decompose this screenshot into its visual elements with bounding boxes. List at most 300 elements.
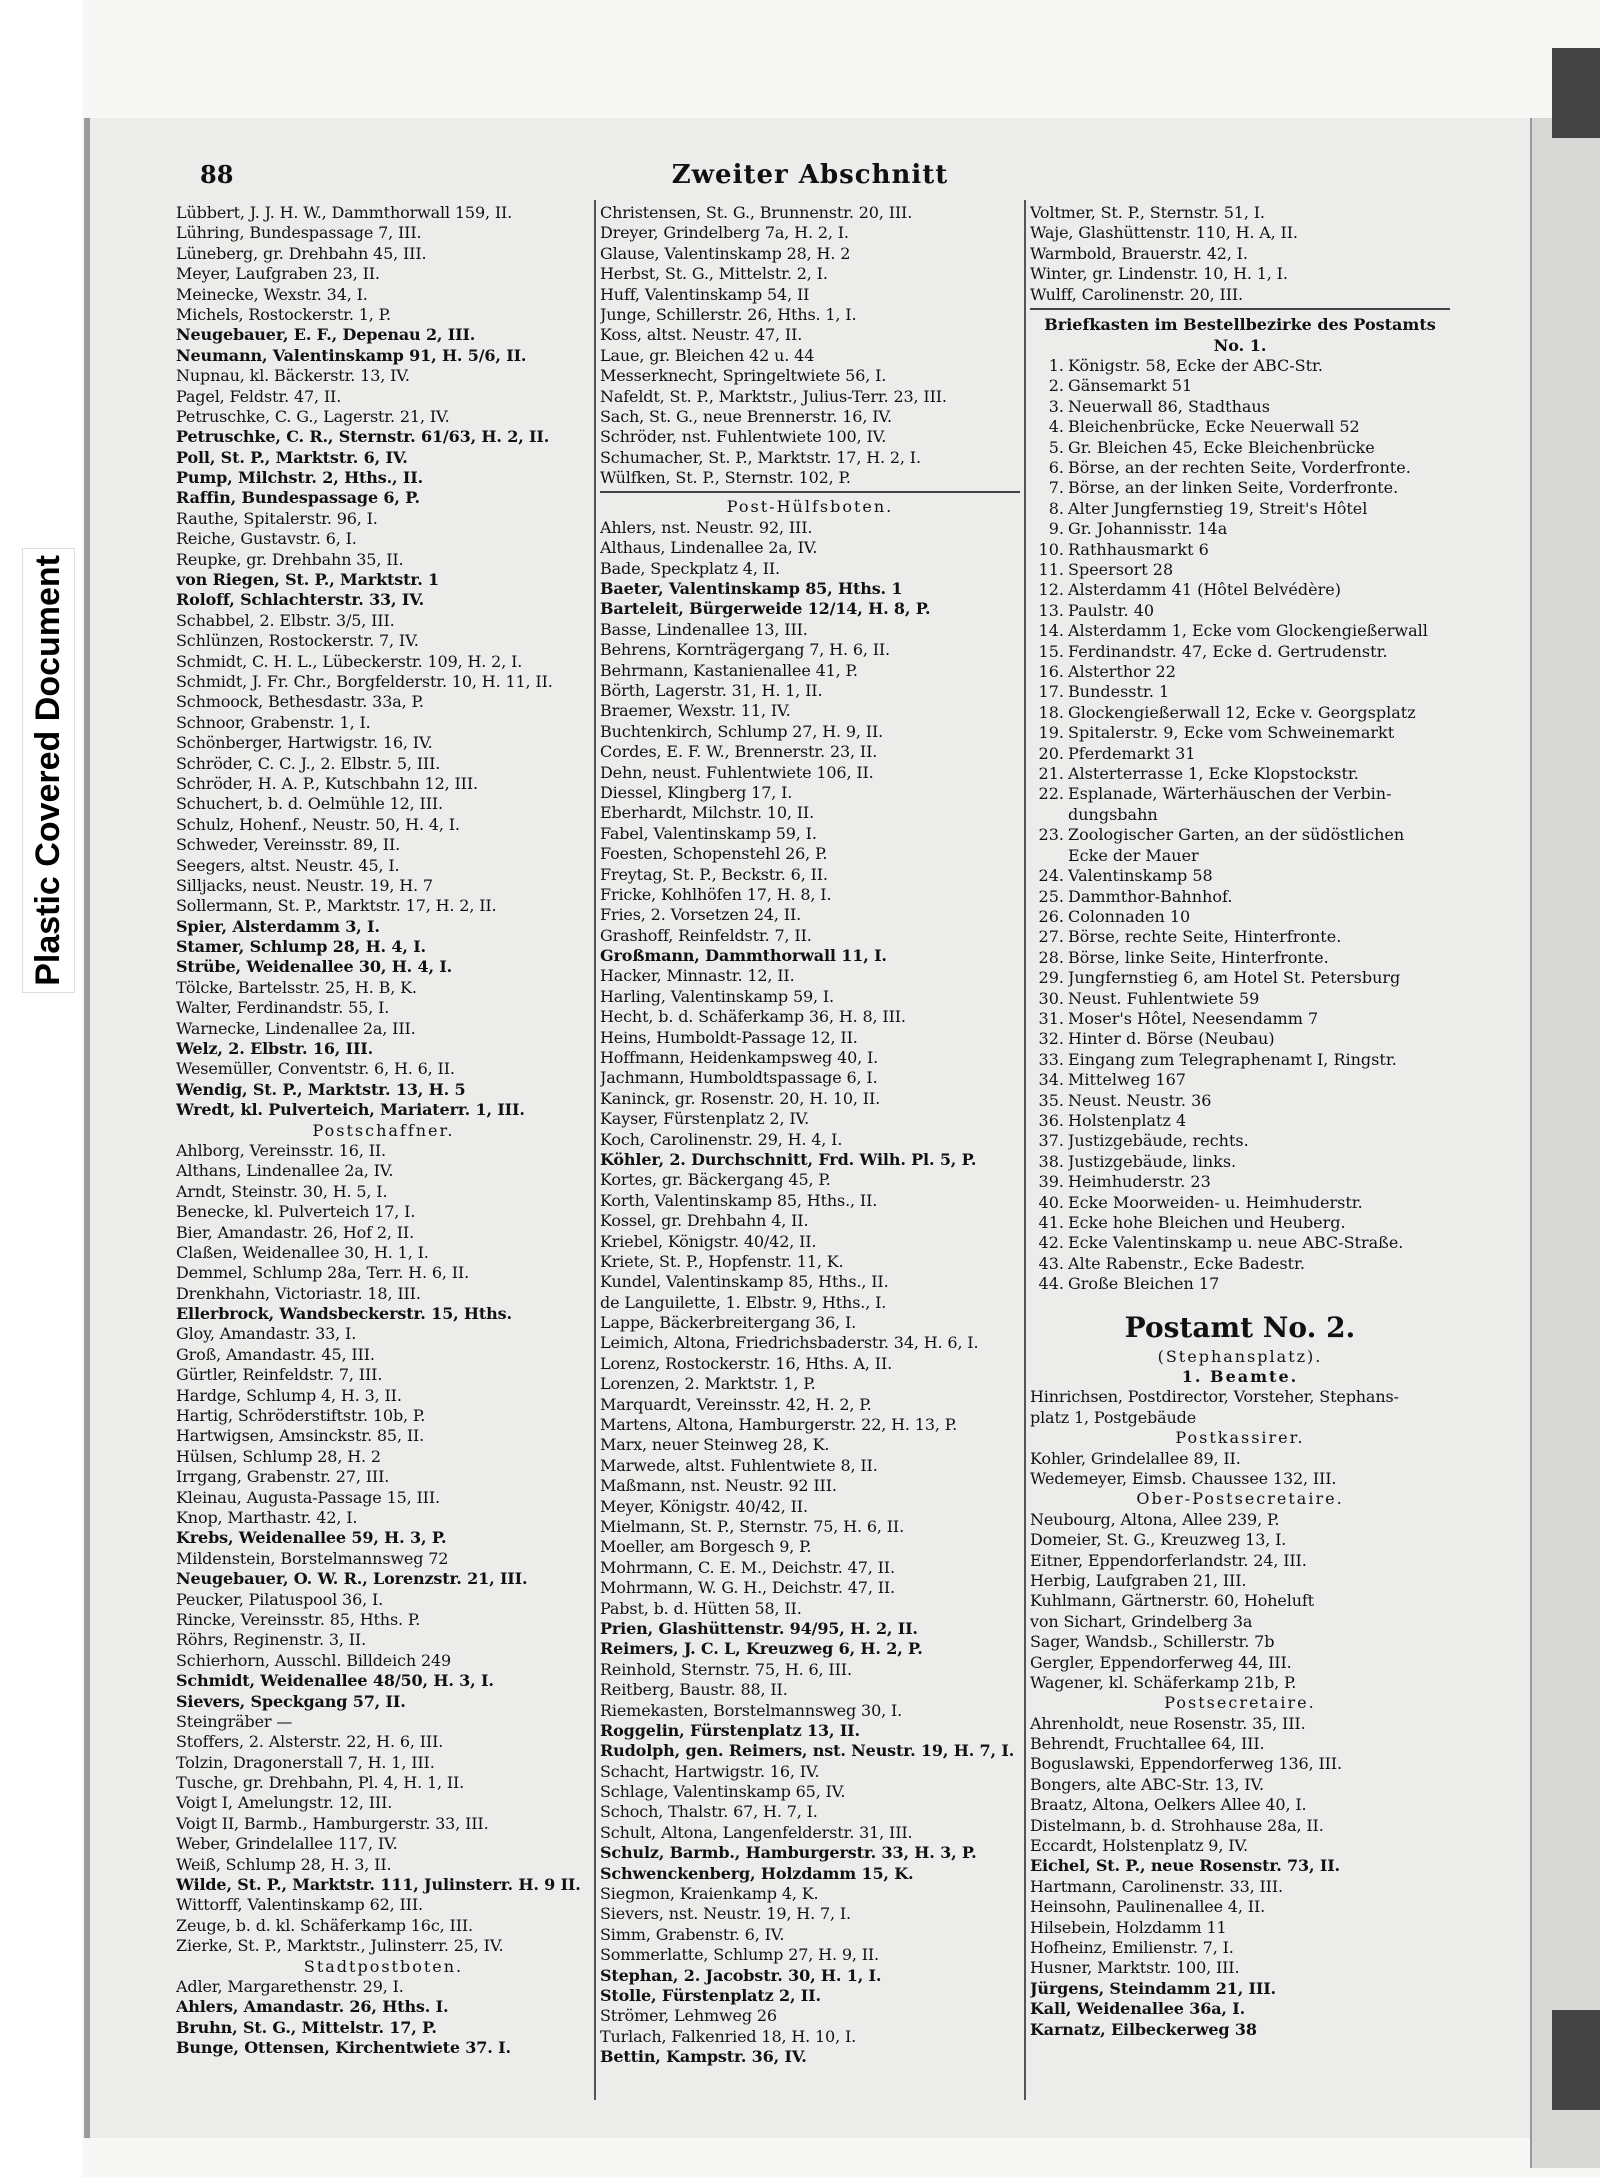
item-number: 13. xyxy=(1038,600,1064,620)
briefkasten-item xyxy=(1030,1233,1450,1253)
entry-line: Pagel, Feldstr. 47, II. xyxy=(176,386,342,406)
entry-line: Benecke, kl. Pulverteich 17, I. xyxy=(176,1202,416,1222)
entry-line: Heins, Humboldt-Passage 12, II. xyxy=(600,1027,858,1047)
section-heading-ober-postsecretaire: Ober-Postsecretaire. xyxy=(1136,1489,1344,1509)
briefkasten-item xyxy=(1030,1131,1450,1151)
item-number: 10. xyxy=(1038,539,1064,559)
item-text: Alsterdamm 41 (Hôtel Belvédère) xyxy=(1068,580,1341,600)
entry-line: Hinrichsen, Postdirector, Vorsteher, Stephans- xyxy=(1030,1387,1399,1407)
entry-line: Behrmann, Kastanienallee 41, P. xyxy=(600,660,858,680)
entry-line: Bade, Speckplatz 4, II. xyxy=(600,558,780,578)
entry-line: Neubourg, Altona, Allee 239, P. xyxy=(1030,1509,1280,1529)
item-number: 32. xyxy=(1038,1029,1064,1049)
item-number: 29. xyxy=(1038,968,1064,988)
entry-line: Nafeldt, St. P., Marktstr., Julius-Terr. 23, III. xyxy=(600,386,947,406)
entry-line: Mielmann, St. P., Sternstr. 75, H. 6, II. xyxy=(600,1517,905,1536)
briefkasten-item xyxy=(1030,1029,1450,1049)
item-text: Glockengießerwall 12, Ecke v. Georgsplatz xyxy=(1068,702,1416,722)
entry-line: Koch, Carolinenstr. 29, H. 4, I. xyxy=(600,1129,843,1149)
entry-line: Dehn, neust. Fuhlentwiete 106, II. xyxy=(600,762,874,782)
item-number: 35. xyxy=(1038,1090,1064,1110)
entry-line: Basse, Lindenallee 13, III. xyxy=(600,619,808,639)
entry-line: Ahrenholdt, neue Rosenstr. 35, III. xyxy=(1030,1713,1306,1733)
section-heading-postsecretaire: Postsecretaire. xyxy=(1164,1693,1316,1713)
entry-line: Wesemüller, Conventstr. 6, H. 6, II. xyxy=(176,1059,455,1079)
entry-line: Reinhold, Sternstr. 75, H. 6, III. xyxy=(600,1659,852,1679)
entry-line: platz 1, Postgebäude xyxy=(1030,1407,1197,1427)
entry-line: Großmann, Dammthorwall 11, I. xyxy=(600,946,887,966)
entry-line: Simm, Grabenstr. 6, IV. xyxy=(600,1924,785,1944)
entry-line: Michels, Rostockerstr. 1, P. xyxy=(176,304,391,324)
item-text: Mittelweg 167 xyxy=(1068,1070,1186,1090)
entry-line: Steingräber — xyxy=(176,1711,293,1731)
item-text: Börse, rechte Seite, Hinterfronte. xyxy=(1068,927,1342,947)
entry-line: Adler, Margarethenstr. 29, I. xyxy=(176,1976,404,1996)
entry-line: Freytag, St. P., Beckstr. 6, II. xyxy=(600,864,828,884)
entry-line: Wittorff, Valentinskamp 62, III. xyxy=(176,1895,423,1915)
item-number: 18. xyxy=(1038,702,1064,722)
item-text: Börse, an der linken Seite, Vorderfronte. xyxy=(1068,478,1399,498)
item-text: Gänsemarkt 51 xyxy=(1068,376,1193,396)
entry-line: Winter, gr. Lindenstr. 10, H. 1, I. xyxy=(1030,264,1288,284)
entry-line: Heinsohn, Paulinenallee 4, II. xyxy=(1030,1897,1266,1917)
item-text: Gr. Johannisstr. 14a xyxy=(1068,519,1228,539)
entry-line: Kohler, Grindelallee 89, II. xyxy=(1030,1448,1241,1468)
item-text: Hinter d. Börse (Neubau) xyxy=(1068,1029,1275,1049)
entry-line: Kossel, gr. Drehbahn 4, II. xyxy=(600,1211,809,1231)
entry-line: Schweder, Vereinsstr. 89, II. xyxy=(176,835,401,855)
briefkasten-item xyxy=(1030,723,1450,743)
briefkasten-item xyxy=(1030,621,1450,641)
entry-line: Messerknecht, Springeltwiete 56, I. xyxy=(600,366,887,386)
entry-line: Börth, Lagerstr. 31, H. 1, II. xyxy=(600,680,823,700)
entry-line: Harling, Valentinskamp 59, I. xyxy=(600,986,834,1006)
entry-line: Domeier, St. G., Kreuzweg 13, I. xyxy=(1030,1530,1287,1550)
briefkasten-item xyxy=(1030,1254,1450,1274)
entry-line: Sager, Wandsb., Schillerstr. 7b xyxy=(1030,1632,1275,1652)
entry-line: Pump, Milchstr. 2, Hths., II. xyxy=(176,468,423,488)
item-number: 41. xyxy=(1038,1213,1064,1233)
item-number: 16. xyxy=(1038,662,1064,682)
entry-line: Wedemeyer, Eimsb. Chaussee 132, III. xyxy=(1030,1468,1337,1488)
briefkasten-item xyxy=(1030,438,1450,458)
entry-line: Turlach, Falkenried 18, H. 10, I. xyxy=(600,2026,857,2046)
entry-line: Lappe, Bäckerbreitergang 36, I. xyxy=(600,1313,857,1333)
entry-line: Siegmon, Kraienkamp 4, K. xyxy=(600,1884,819,1904)
entry-line: Hartig, Schröderstiftstr. 10b, P. xyxy=(176,1406,426,1426)
briefkasten-item xyxy=(1030,1050,1450,1070)
entry-line: Voltmer, St. P., Sternstr. 51, I. xyxy=(1030,203,1265,222)
briefkasten-item xyxy=(1030,560,1450,580)
briefkasten-item xyxy=(1030,397,1450,417)
entry-line: Weiß, Schlump 28, H. 3, II. xyxy=(176,1854,392,1874)
entry-line: Kortes, gr. Bäckergang 45, P. xyxy=(600,1170,831,1190)
entry-line: Schmidt, Weidenallee 48/50, H. 3, I. xyxy=(176,1671,494,1691)
entry-line: Lorenzen, 2. Marktstr. 1, P. xyxy=(600,1374,816,1394)
item-text: Alsterterrasse 1, Ecke Klopstockstr. xyxy=(1068,764,1359,784)
briefkasten-item xyxy=(1030,417,1450,437)
entry-line: Junge, Schillerstr. 26, Hths. 1, I. xyxy=(600,304,857,324)
entry-line: Cordes, E. F. W., Brennerstr. 23, II. xyxy=(600,742,878,762)
item-text: Ecke Valentinskamp u. neue ABC-Straße. xyxy=(1068,1233,1404,1253)
item-text: Königstr. 58, Ecke der ABC-Str. xyxy=(1068,355,1324,375)
item-text: Ecke hohe Bleichen und Heuberg. xyxy=(1068,1213,1346,1233)
postamt-subtitle: (Stephansplatz). xyxy=(1157,1346,1323,1366)
item-text: Rathhausmarkt 6 xyxy=(1068,539,1209,559)
entry-line: Schmidt, C. H. L., Lübeckerstr. 109, H. 2, I. xyxy=(176,651,523,671)
entry-line: Voigt II, Barmb., Hamburgerstr. 33, III. xyxy=(176,1813,489,1833)
item-number: 4. xyxy=(1048,417,1064,437)
entry-line: Hülsen, Schlump 28, H. 2 xyxy=(176,1446,381,1466)
item-text: dungsbahn xyxy=(1068,804,1158,824)
item-text: Ferdinandstr. 47, Ecke d. Gertrudenstr. xyxy=(1068,641,1388,661)
briefkasten-item xyxy=(1030,866,1450,886)
entry-line: Glause, Valentinskamp 28, H. 2 xyxy=(600,243,851,263)
entry-line: Zierke, St. P., Marktstr., Julinsterr. 25, IV. xyxy=(176,1936,504,1956)
item-number: 12. xyxy=(1038,580,1064,600)
black-tab-bottom xyxy=(1552,2010,1600,2110)
item-number: 9. xyxy=(1048,519,1064,539)
entry-line: Nupnau, kl. Bäckerstr. 13, IV. xyxy=(176,366,410,386)
item-number: 8. xyxy=(1048,498,1064,518)
entry-line: Zeuge, b. d. kl. Schäferkamp 16c, III. xyxy=(176,1915,473,1935)
entry-line: Pabst, b. d. Hütten 58, II. xyxy=(600,1598,802,1618)
entry-line: Reiche, Gustavstr. 6, I. xyxy=(176,529,357,549)
entry-line: Althans, Lindenallee 2a, IV. xyxy=(176,1161,394,1181)
section-heading-hulfsboten: Post-Hülfsboten. xyxy=(726,497,894,517)
entry-line: Ahlers, nst. Neustr. 92, III. xyxy=(600,517,813,537)
item-number: 22. xyxy=(1038,784,1064,804)
briefkasten-item xyxy=(1030,580,1450,600)
entry-line: Eccardt, Holstenplatz 9, IV. xyxy=(1030,1836,1248,1856)
postamt-title: Postamt No. 2. xyxy=(1124,1310,1356,1344)
item-number: 7. xyxy=(1048,478,1064,498)
item-number: 11. xyxy=(1038,560,1064,580)
entry-line: Bier, Amandastr. 26, Hof 2, II. xyxy=(176,1222,415,1242)
entry-line: Raffin, Bundespassage 6, P. xyxy=(176,488,420,508)
entry-line: Arndt, Steinstr. 30, H. 5, I. xyxy=(176,1181,388,1201)
item-text: Eingang zum Telegraphenamt I, Ringstr. xyxy=(1068,1049,1397,1069)
entry-line: Neugebauer, O. W. R., Lorenzstr. 21, III. xyxy=(176,1569,528,1589)
item-number: 27. xyxy=(1038,927,1064,947)
item-text: Gr. Bleichen 45, Ecke Bleichenbrücke xyxy=(1068,437,1375,457)
entry-line: Hardge, Schlump 4, H. 3, II. xyxy=(176,1385,402,1405)
entry-line: Kaninck, gr. Rosenstr. 20, H. 10, II. xyxy=(600,1088,881,1108)
entry-line: Korth, Valentinskamp 85, Hths., II. xyxy=(600,1190,878,1210)
entry-line: Kriete, St. P., Hopfenstr. 11, K. xyxy=(600,1251,844,1271)
column-rule xyxy=(1024,200,1026,2100)
entry-line: Fries, 2. Vorsetzen 24, II. xyxy=(600,905,802,925)
entry-line: Tusche, gr. Drehbahn, Pl. 4, H. 1, II. xyxy=(176,1773,465,1793)
item-text: Neust. Fuhlentwiete 59 xyxy=(1068,988,1260,1008)
entry-line: Eitner, Eppendorferlandstr. 24, III. xyxy=(1030,1550,1307,1570)
entry-line: Silljacks, neust. Neustr. 19, H. 7 xyxy=(176,875,433,895)
entry-line: Wülfken, St. P., Sternstr. 102, P. xyxy=(600,468,851,488)
item-text: Pferdemarkt 31 xyxy=(1068,743,1196,763)
entry-line: Schmidt, J. Fr. Chr., Borgfelderstr. 10, H. 11, II. xyxy=(176,671,553,691)
entry-line: Gergler, Eppendorferweg 44, III. xyxy=(1030,1652,1292,1672)
briefkasten-item xyxy=(1030,948,1450,968)
item-number: 26. xyxy=(1038,906,1064,926)
briefkasten-item xyxy=(1030,805,1450,825)
item-text: Dammthor-Bahnhof. xyxy=(1068,886,1233,906)
entry-line: Bongers, alte ABC-Str. 13, IV. xyxy=(1030,1774,1264,1794)
entry-line: de Languilette, 1. Elbstr. 9, Hths., I. xyxy=(600,1292,887,1312)
briefkasten-item xyxy=(1030,458,1450,478)
item-number: 21. xyxy=(1038,764,1064,784)
briefkasten-item xyxy=(1030,907,1450,927)
item-number: 37. xyxy=(1038,1131,1064,1151)
entry-line: Hilsebein, Holzdamm 11 xyxy=(1030,1917,1227,1937)
item-text: Bundesstr. 1 xyxy=(1068,682,1170,702)
entry-line: Mohrmann, C. E. M., Deichstr. 47, II. xyxy=(600,1557,895,1577)
item-number: 23. xyxy=(1038,825,1064,845)
page-edge xyxy=(1530,118,1600,2168)
item-number: 33. xyxy=(1038,1049,1064,1069)
entry-line: Grashoff, Reinfeldstr. 7, II. xyxy=(600,925,812,945)
entry-line: Jürgens, Steindamm 21, III. xyxy=(1030,1978,1276,1998)
briefkasten-item xyxy=(1030,825,1450,845)
item-number: 14. xyxy=(1038,621,1064,641)
entry-line: Reitberg, Baustr. 88, II. xyxy=(600,1680,788,1700)
entry-line: Waje, Glashüttenstr. 110, H. A, II. xyxy=(1030,223,1298,243)
entry-line: von Sichart, Grindelberg 3a xyxy=(1030,1611,1253,1631)
entry-line: Wilde, St. P., Marktstr. 111, Julinsterr. H. 9 II. xyxy=(176,1875,581,1895)
entry-line: Fabel, Valentinskamp 59, I. xyxy=(600,823,817,843)
divider xyxy=(600,491,1020,493)
item-number: 42. xyxy=(1038,1233,1064,1253)
item-number: 20. xyxy=(1038,743,1064,763)
briefkasten-item xyxy=(1030,764,1450,784)
entry-line: Braemer, Wexstr. 11, IV. xyxy=(600,701,791,721)
entry-line: Kleinau, Augusta-Passage 15, III. xyxy=(176,1487,440,1507)
entry-line: Huff, Valentinskamp 54, II xyxy=(600,284,810,304)
scan-margin xyxy=(0,0,82,2177)
item-text: Bleichenbrücke, Ecke Neuerwall 52 xyxy=(1068,417,1360,437)
entry-line: Hecht, b. d. Schäferkamp 36, H. 8, III. xyxy=(600,1007,906,1027)
entry-line: Stolle, Fürstenplatz 2, II. xyxy=(600,1985,821,2005)
item-text: Alte Rabenstr., Ecke Badestr. xyxy=(1068,1253,1305,1273)
entry-line: Neugebauer, E. F., Depenau 2, III. xyxy=(176,325,476,345)
entry-line: Ahlborg, Vereinsstr. 16, II. xyxy=(176,1140,386,1160)
item-text: Heimhuderstr. 23 xyxy=(1068,1172,1211,1192)
briefkasten-item xyxy=(1030,887,1450,907)
entry-line: Peucker, Pilatuspool 36, I. xyxy=(176,1589,384,1609)
column-rule xyxy=(594,200,596,2100)
entry-line: Marx, neuer Steinweg 28, K. xyxy=(600,1435,830,1455)
entry-line: Petruschke, C. G., Lagerstr. 21, IV. xyxy=(176,406,450,426)
entry-line: Knop, Marthastr. 42, I. xyxy=(176,1508,358,1527)
item-number: 43. xyxy=(1038,1253,1064,1273)
entry-line: Schult, Altona, Langenfelderstr. 31, III. xyxy=(600,1822,913,1842)
entry-line: Herbig, Laufgraben 21, III. xyxy=(1030,1570,1247,1590)
entry-line: Marquardt, Vereinsstr. 42, H. 2, P. xyxy=(600,1394,872,1414)
item-number: 15. xyxy=(1038,641,1064,661)
briefkasten-item xyxy=(1030,1111,1450,1131)
entry-line: Dreyer, Grindelberg 7a, H. 2, I. xyxy=(600,223,849,243)
briefkasten-item xyxy=(1030,1091,1450,1111)
entry-line: Hacker, Minnastr. 12, II. xyxy=(600,966,795,986)
entry-line: Tolzin, Dragonerstall 7, H. 1, III. xyxy=(176,1752,435,1772)
item-number: 17. xyxy=(1038,682,1064,702)
entry-line: Christensen, St. G., Brunnenstr. 20, III. xyxy=(600,203,913,222)
entry-line: Sievers, Speckgang 57, II. xyxy=(176,1691,406,1711)
entry-line: Köhler, 2. Durchschnitt, Frd. Wilh. Pl. 5, P. xyxy=(600,1149,977,1169)
entry-line: Schuchert, b. d. Oelmühle 12, III. xyxy=(176,794,443,814)
entry-line: Braatz, Altona, Oelkers Allee 40, I. xyxy=(1030,1795,1307,1815)
briefkasten-item xyxy=(1030,540,1450,560)
item-number: 28. xyxy=(1038,947,1064,967)
briefkasten-item xyxy=(1030,499,1450,519)
item-text: Colonnaden 10 xyxy=(1068,906,1191,926)
item-number: 25. xyxy=(1038,886,1064,906)
briefkasten-item xyxy=(1030,376,1450,396)
entry-line: Seegers, altst. Neustr. 45, I. xyxy=(176,855,400,875)
item-number: 5. xyxy=(1048,437,1064,457)
entry-line: Foesten, Schopenstehl 26, P. xyxy=(600,844,828,864)
item-text: Zoologischer Garten, an der südöstlichen xyxy=(1068,825,1405,845)
entry-line: Schröder, H. A. P., Kutschbahn 12, III. xyxy=(176,773,478,793)
entry-line: Schmoock, Bethesdastr. 33a, P. xyxy=(176,692,424,712)
item-text: Alter Jungfernstieg 19, Streit's Hôtel xyxy=(1068,498,1368,518)
entry-line: Hoffmann, Heidenkampsweg 40, I. xyxy=(600,1048,879,1068)
briefkasten-item xyxy=(1030,601,1450,621)
entry-line: Roloff, Schlachterstr. 33, IV. xyxy=(176,590,425,610)
item-number: 6. xyxy=(1048,457,1064,477)
page-number: 88 xyxy=(200,160,234,189)
entry-line: Wulff, Carolinenstr. 20, III. xyxy=(1030,284,1243,304)
entry-line: Prien, Glashüttenstr. 94/95, H. 2, II. xyxy=(600,1618,918,1638)
briefkasten-item xyxy=(1030,1009,1450,1029)
black-tab-top xyxy=(1552,48,1600,138)
entry-line: Jachmann, Humboldtspassage 6, I. xyxy=(600,1068,878,1088)
item-number: 36. xyxy=(1038,1110,1064,1130)
entry-line: Rudolph, gen. Reimers, nst. Neustr. 19, H. 7, I. xyxy=(600,1741,1015,1761)
entry-line: Schröder, nst. Fuhlentwiete 100, IV. xyxy=(600,427,887,447)
entry-line: Meinecke, Wexstr. 34, I. xyxy=(176,284,368,304)
item-text: Jungfernstieg 6, am Hotel St. Petersburg xyxy=(1068,968,1401,988)
briefkasten-item xyxy=(1030,1070,1450,1090)
entry-line: Weber, Grindelallee 117, IV. xyxy=(176,1834,398,1854)
item-text: Justizgebäude, rechts. xyxy=(1068,1131,1249,1151)
item-text: Neuerwall 86, Stadthaus xyxy=(1068,396,1270,416)
entry-line: Spier, Alsterdamm 3, I. xyxy=(176,916,380,936)
entry-line: Schulz, Hohenf., Neustr. 50, H. 4, I. xyxy=(176,814,460,834)
entry-line: Warnecke, Lindenallee 2a, III. xyxy=(176,1018,416,1038)
item-text: Holstenplatz 4 xyxy=(1068,1110,1187,1130)
briefkasten-heading: Briefkasten im Bestellbezirke des Postamts No. 1. xyxy=(1044,314,1436,355)
entry-line: Lübbert, J. J. H. W., Dammthorwall 159, II. xyxy=(176,203,513,222)
entry-line: Wredt, kl. Pulverteich, Mariaterr. 1, III. xyxy=(176,1100,525,1120)
page-title: Zweiter Abschnitt xyxy=(671,160,949,190)
entry-line: Schacht, Hartwigstr. 16, IV. xyxy=(600,1761,820,1781)
entry-line: Irrgang, Grabenstr. 27, III. xyxy=(176,1467,390,1487)
entry-line: Distelmann, b. d. Strohhause 28a, II. xyxy=(1030,1815,1324,1835)
item-number: 31. xyxy=(1038,1008,1064,1028)
entry-line: Moeller, am Borgesch 9, P. xyxy=(600,1537,812,1557)
entry-line: Neumann, Valentinskamp 91, H. 5/6, II. xyxy=(176,345,527,365)
entry-line: Ellerbrock, Wandsbeckerstr. 15, Hths. xyxy=(176,1304,512,1324)
entry-line: Leimich, Altona, Friedrichsbaderstr. 34, H. 6, I. xyxy=(600,1333,979,1353)
briefkasten-item xyxy=(1030,356,1450,376)
entry-line: Gloy, Amandastr. 33, I. xyxy=(176,1324,357,1344)
entry-line: Behrendt, Fruchtallee 64, III. xyxy=(1030,1734,1265,1754)
entry-line: Eberhardt, Milchstr. 10, II. xyxy=(600,803,815,823)
entry-line: Meyer, Laufgraben 23, II. xyxy=(176,264,380,284)
entry-line: Buchtenkirch, Schlump 27, H. 9, II. xyxy=(600,721,884,741)
entry-line: Riemekasten, Borstelmannsweg 30, I. xyxy=(600,1700,903,1720)
entry-line: Reimers, J. C. L, Kreuzweg 6, H. 2, P. xyxy=(600,1639,923,1659)
entry-line: Althaus, Lindenallee 2a, IV. xyxy=(600,538,818,558)
briefkasten-item xyxy=(1030,927,1450,947)
briefkasten-item xyxy=(1030,1213,1450,1233)
entry-line: Strömer, Lehmweg 26 xyxy=(600,2006,777,2026)
section-heading-postschaffner: Postschaffner. xyxy=(312,1120,455,1140)
column-3 xyxy=(1030,203,1450,2040)
entry-line: Walter, Ferdinandstr. 55, I. xyxy=(176,998,390,1018)
item-number: 1. xyxy=(1048,355,1064,375)
entry-line: Sommerlatte, Schlump 27, H. 9, II. xyxy=(600,1945,879,1965)
briefkasten-item xyxy=(1030,846,1450,866)
briefkasten-item xyxy=(1030,642,1450,662)
item-text: Moser's Hôtel, Neesendamm 7 xyxy=(1068,1008,1319,1028)
entry-line: Karnatz, Eilbeckerweg 38 xyxy=(1030,2019,1257,2039)
entry-line: Bettin, Kampstr. 36, IV. xyxy=(600,2047,807,2067)
entry-line: Schierhorn, Ausschl. Billdeich 249 xyxy=(176,1650,452,1670)
entry-line: Behrens, Kornträgergang 7, H. 6, II. xyxy=(600,640,890,660)
entry-line: Schlünzen, Rostockerstr. 7, IV. xyxy=(176,631,419,651)
item-text: Alsterthor 22 xyxy=(1068,662,1176,682)
item-number: 39. xyxy=(1038,1172,1064,1192)
briefkasten-item xyxy=(1030,662,1450,682)
entry-line: Kayser, Fürstenplatz 2, IV. xyxy=(600,1109,810,1129)
item-number: 34. xyxy=(1038,1070,1064,1090)
entry-line: Welz, 2. Elbstr. 16, III. xyxy=(176,1039,374,1059)
entry-line: Warmbold, Brauerstr. 42, I. xyxy=(1030,243,1248,263)
entry-line: Claßen, Weidenallee 30, H. 1, I. xyxy=(176,1242,429,1262)
entry-line: Hofheinz, Emilienstr. 7, I. xyxy=(1030,1937,1234,1957)
briefkasten-item xyxy=(1030,519,1450,539)
entry-line: Schlage, Valentinskamp 65, IV. xyxy=(600,1782,846,1802)
entry-line: Sievers, nst. Neustr. 19, H. 7, I. xyxy=(600,1904,851,1924)
entry-line: Marwede, altst. Fuhlentwiete 8, II. xyxy=(600,1455,878,1475)
item-text: Paulstr. 40 xyxy=(1068,600,1155,620)
entry-line: Rincke, Vereinsstr. 85, Hths. P. xyxy=(176,1609,421,1629)
plastic-covered-stamp: Plastic Covered Document xyxy=(22,548,75,993)
item-text: Spitalerstr. 9, Ecke vom Schweinemarkt xyxy=(1068,723,1395,743)
entry-line: Demmel, Schlump 28a, Terr. H. 6, II. xyxy=(176,1263,470,1283)
briefkasten-item xyxy=(1030,478,1450,498)
entry-line: Koss, altst. Neustr. 47, II. xyxy=(600,325,803,345)
entry-line: Kriebel, Königstr. 40/42, II. xyxy=(600,1231,817,1251)
briefkasten-item xyxy=(1030,784,1450,804)
entry-line: Lühring, Bundespassage 7, III. xyxy=(176,223,422,243)
entry-line: Bruhn, St. G., Mittelstr. 17, P. xyxy=(176,2017,437,2037)
column-2 xyxy=(600,203,1020,2068)
entry-line: Strübe, Weidenallee 30, H. 4, I. xyxy=(176,957,453,977)
column-1 xyxy=(176,203,591,2059)
briefkasten-item xyxy=(1030,703,1450,723)
entry-line: Schnoor, Grabenstr. 1, I. xyxy=(176,712,371,732)
item-text: Neust. Neustr. 36 xyxy=(1068,1090,1212,1110)
item-number: 44. xyxy=(1038,1274,1064,1294)
entry-line: Stephan, 2. Jacobstr. 30, H. 1, I. xyxy=(600,1965,882,1985)
briefkasten-item xyxy=(1030,1172,1450,1192)
entry-line: Sollermann, St. P., Marktstr. 17, H. 2, II. xyxy=(176,896,497,916)
entry-line: Tölcke, Bartelsstr. 25, H. B, K. xyxy=(176,977,417,997)
entry-line: Röhrs, Reginenstr. 3, II. xyxy=(176,1630,367,1650)
item-text: Speersort 28 xyxy=(1068,560,1174,580)
